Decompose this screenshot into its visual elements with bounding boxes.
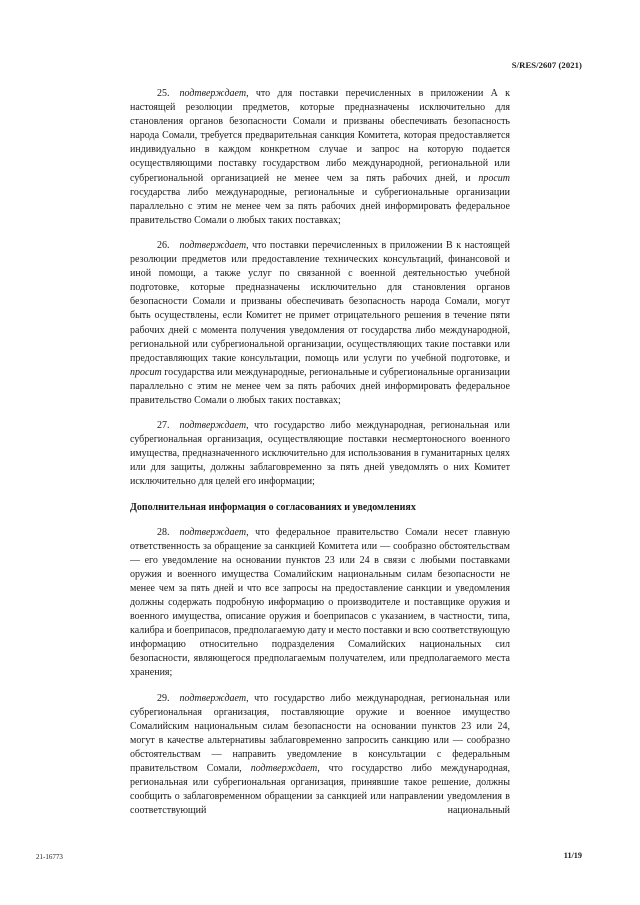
operative-verb: подтверждает — [179, 88, 247, 99]
paragraph-text: , что федеральное правительство Сомали несет главную ответственность за обращение за санкцией Комитета или — сообразно обстоятельствам — его уведомление на основании пунктов 23 или 24 в связи с любыми поставками оружия и военного имущества Сомалийским национальным силам безопасности не менее чем за пять дней и что все запросы на предоставление санкции и уведомления должны содержать подробную информацию о производителе и поставщике оружия и военного имущества, описание оружия и боеприпасов с указанием, в частности, типа, калибра и боеприпасов, предполагаемую дату и место поставки и всю соответствующую информацию относительно подразделения Сомалийских национальных сил безопасности, являющегося предполагаемым получателем, или предполагаемого места хранения; — [130, 526, 510, 679]
paragraph-number: 28. — [157, 526, 170, 538]
paragraph-text: , что государство либо международная, региональная или субрегиональная организация, поставляющие оружие и военное имущество Сомалийским национальным силам безопасности на основании пунктов 23 или 24, могут в качестве альтернативы заблаговременно запросить санкцию или — сообразно обстоятельствам — направить уведомление в консультации с федеральным правительством Сомали, — [130, 692, 510, 775]
paragraph-text: , что поставки перечисленных в приложении В к настоящей резолюции предметов или предоставление технических консультаций, финансовой и иной помощи, а также услуг по связанной с военной деятельностью учебной подготовке, которые предназначены исключительно для становления органов безопасности Сомали и призваны обеспечивать безопасность народа Сомали, могут быть осуществлены, если Комитет не примет отрицательного решения в течение пяти рабочих дней с момента получения уведомления от государства либо международной, региональной или субрегиональной организации, осуществляющих такие поставки или предоставляющих такие консультации, помощь или услуги по учебной подготовке, и — [130, 239, 510, 364]
paragraph-number: 29. — [157, 692, 170, 704]
paragraph-text: , что для поставки перечисленных в приложении А к настоящей резолюции предметов, которые предназначены исключительно для становления органов безопасности Сомали и призваны обеспечивать безопасность народа Сомали, требуется предварительная санкция Комитета, которая предоставляется индивидуально в каждом конкретном случае и запрос на которую подается осуществляющими поставку государством либо международной, региональной или субрегиональной организацией не менее чем за пять рабочих дней, и — [130, 88, 510, 184]
paragraph-28 — [130, 526, 510, 681]
paragraph-number: 26. — [157, 239, 170, 251]
paragraph-number: 27. — [157, 420, 170, 432]
document-symbol: S/RES/2607 (2021) — [511, 60, 582, 70]
operative-verb: просит — [478, 172, 510, 184]
paragraph-text: государства или международные, региональные и субрегиональные организации параллельно с этим не менее чем за пять рабочих дней информировать федеральное правительство Сомали о любых таких поставках; — [130, 366, 510, 406]
paragraph-25 — [130, 87, 510, 228]
operative-verb: подтверждает — [179, 239, 247, 251]
page-number: 11/19 — [563, 851, 582, 860]
operative-verb: подтверждает — [250, 763, 318, 775]
paragraph-26 — [130, 239, 510, 408]
operative-verb: подтверждает — [179, 420, 247, 432]
paragraph-29 — [130, 692, 510, 819]
section-heading: Дополнительная информация о согласованиях и уведомлениях — [130, 501, 416, 513]
operative-verb: подтверждает — [179, 692, 247, 704]
operative-verb: просит — [130, 366, 162, 378]
document-body — [130, 87, 510, 829]
operative-verb: подтверждает — [179, 526, 247, 538]
paragraph-text: , что государство либо международная, региональная или субрегиональная организация, принявшие такое решение, должны сообщить о заблаговременном обращении за санкцией или направлении уведомления в соответствующий национальный — [130, 763, 510, 817]
paragraph-27 — [130, 419, 510, 489]
paragraph-number: 25. — [157, 88, 170, 99]
paragraph-text: государства либо международные, региональные и субрегиональные организации параллельно с этим не менее чем за пять рабочих дней информировать федеральное правительство Сомали о любых таких поставках; — [130, 186, 510, 226]
document-number: 21-16773 — [36, 853, 63, 861]
paragraph-text: , что государство либо международная, региональная или субрегиональная организация, осуществляющие поставки несмертоносного военного имущества, предназначенного исключительно для использования в гуманитарных целях или для защиты, должны заблаговременно за пять дней уведомлять о них Комитет исключительно для целей его информации; — [130, 420, 510, 488]
